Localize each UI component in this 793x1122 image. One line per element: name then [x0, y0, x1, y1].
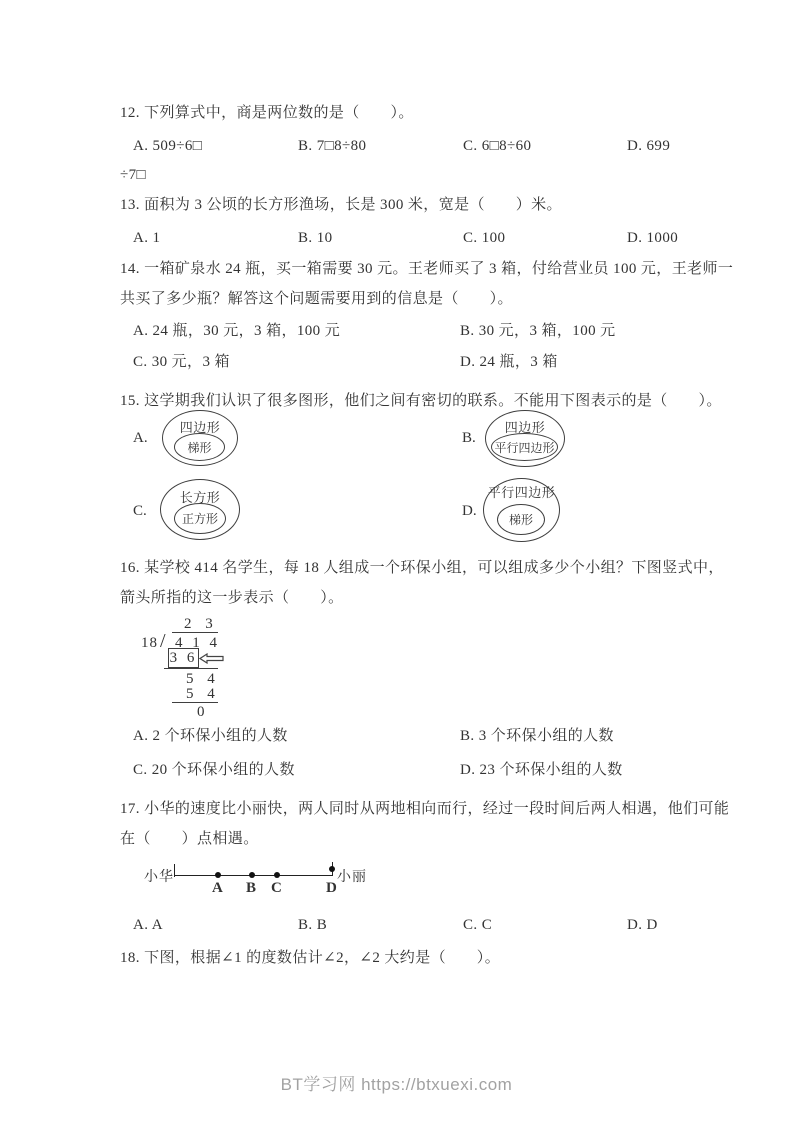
venn-d-inner-text: 梯形 — [508, 513, 533, 527]
question-12-option-d: D. 699 — [627, 138, 671, 154]
venn-c-inner-text: 正方形 — [181, 512, 218, 526]
point-dot-c — [274, 872, 280, 878]
question-12-option-d-continuation: ÷7□ — [120, 167, 146, 183]
question-14-option-a: A. 24 瓶，30 元，3 箱，100 元 — [133, 323, 341, 339]
diagram-left-label: 小华 — [144, 870, 174, 885]
question-17-option-b: B. B — [298, 917, 328, 933]
question-16-option-d: D. 23 个环保小组的人数 — [460, 762, 623, 778]
division-sub2: 5 4 — [186, 686, 220, 702]
venn-b-inner-text: 平行四边形 — [494, 440, 555, 455]
division-divisor: 18 — [141, 635, 158, 651]
question-16-stem-line1: 16. 某学校 414 名学生，每 18 人组成一个环保小组，可以组成多少个小组？下图竖式中， — [120, 560, 724, 576]
division-rule-2 — [172, 702, 218, 703]
left-arrow-icon — [199, 653, 224, 664]
venn-a-outer-ellipse — [162, 410, 238, 466]
division-boxed-value: 3 6 — [169, 649, 198, 666]
venn-c-outer-text: 长方形 — [179, 490, 221, 505]
question-14-option-c: C. 30 元，3 箱 — [133, 354, 230, 370]
division-boxed-step — [168, 648, 199, 668]
division-bracket: / — [160, 630, 166, 652]
venn-b-outer-text: 四边形 — [504, 420, 546, 435]
venn-b-outer-ellipse — [485, 410, 565, 467]
venn-b-label: B. — [462, 430, 476, 446]
question-17-option-c: C. C — [463, 917, 493, 933]
question-17-stem-line1: 17. 小华的速度比小丽快，两人同时从两地相向而行，经过一段时间后两人相遇，他们可能 — [120, 801, 730, 817]
question-12-option-b: B. 7□8÷80 — [298, 138, 367, 154]
question-17-option-d: D. D — [627, 917, 658, 933]
question-16-option-a: A. 2 个环保小组的人数 — [133, 728, 288, 744]
question-15-stem: 15. 这学期我们认识了很多图形，他们之间有密切的联系。不能用下图表示的是（ ）。 — [120, 393, 722, 409]
point-label-c: C — [271, 880, 282, 896]
division-rule-1 — [164, 668, 218, 669]
question-18-stem: 18. 下图，根据∠1 的度数估计∠2，∠2 大约是（ ）。 — [120, 950, 501, 966]
question-12-option-c: C. 6□8÷60 — [463, 138, 532, 154]
diagram-right-label: 小丽 — [337, 870, 367, 885]
site-watermark: BT学习网 https://btxuexi.com — [280, 1075, 513, 1094]
point-label-a: A — [212, 880, 223, 896]
venn-a-label: A. — [133, 430, 148, 446]
venn-d-outer-text: 平行四边形 — [487, 485, 556, 500]
question-14-option-d: D. 24 瓶，3 箱 — [460, 354, 558, 370]
division-quotient: 2 3 — [184, 616, 218, 632]
question-14-stem-line1: 14. 一箱矿泉水 24 瓶，买一箱需要 30 元。王老师买了 3 箱，付给营业员 100 元，王老师一 — [120, 261, 734, 277]
venn-a-inner-ellipse — [174, 433, 225, 461]
division-vinculum — [172, 632, 218, 633]
question-13-option-c: C. 100 — [463, 230, 506, 246]
meeting-point-diagram — [140, 858, 390, 902]
venn-c-inner-ellipse — [174, 503, 226, 534]
venn-a-outer-text: 四边形 — [179, 420, 221, 435]
division-remainder: 0 — [197, 704, 210, 720]
question-17-stem-line2: 在（ ）点相遇。 — [120, 831, 259, 847]
question-13-stem: 13. 面积为 3 公顷的长方形渔场，长是 300 米，宽是（ ）米。 — [120, 197, 562, 213]
long-division-figure — [140, 615, 260, 721]
venn-a-inner-text: 梯形 — [187, 440, 212, 455]
point-label-d: D — [326, 880, 337, 896]
question-16-option-b: B. 3 个环保小组的人数 — [460, 728, 614, 744]
question-13-option-b: B. 10 — [298, 230, 333, 246]
question-14-stem-line2: 共买了多少瓶？解答这个问题需要用到的信息是（ ）。 — [120, 291, 513, 307]
question-13-option-d: D. 1000 — [627, 230, 679, 246]
venn-c-label: C. — [133, 503, 147, 519]
point-label-b: B — [246, 880, 257, 896]
point-dot-a — [215, 872, 221, 878]
division-dividend: 4 1 4 — [175, 635, 220, 651]
venn-d-label: D. — [462, 503, 477, 519]
question-14-option-b: B. 30 元，3 箱，100 元 — [460, 323, 616, 339]
venn-d-outer-ellipse — [483, 478, 560, 542]
question-13-option-a: A. 1 — [133, 230, 161, 246]
question-17-option-a: A. A — [133, 917, 163, 933]
venn-c-outer-ellipse — [160, 479, 240, 540]
question-16-stem-line2: 箭头所指的这一步表示（ ）。 — [120, 590, 344, 606]
question-16-option-c: C. 20 个环保小组的人数 — [133, 762, 295, 778]
question-12-stem: 12. 下列算式中，商是两位数的是（ ）。 — [120, 105, 414, 121]
venn-b-inner-ellipse — [491, 433, 558, 461]
question-12-option-a: A. 509÷6□ — [133, 138, 203, 154]
venn-d-inner-ellipse — [497, 504, 545, 535]
point-dot-b — [249, 872, 255, 878]
point-dot-d — [329, 866, 335, 872]
division-sub1: 5 4 — [186, 671, 220, 687]
